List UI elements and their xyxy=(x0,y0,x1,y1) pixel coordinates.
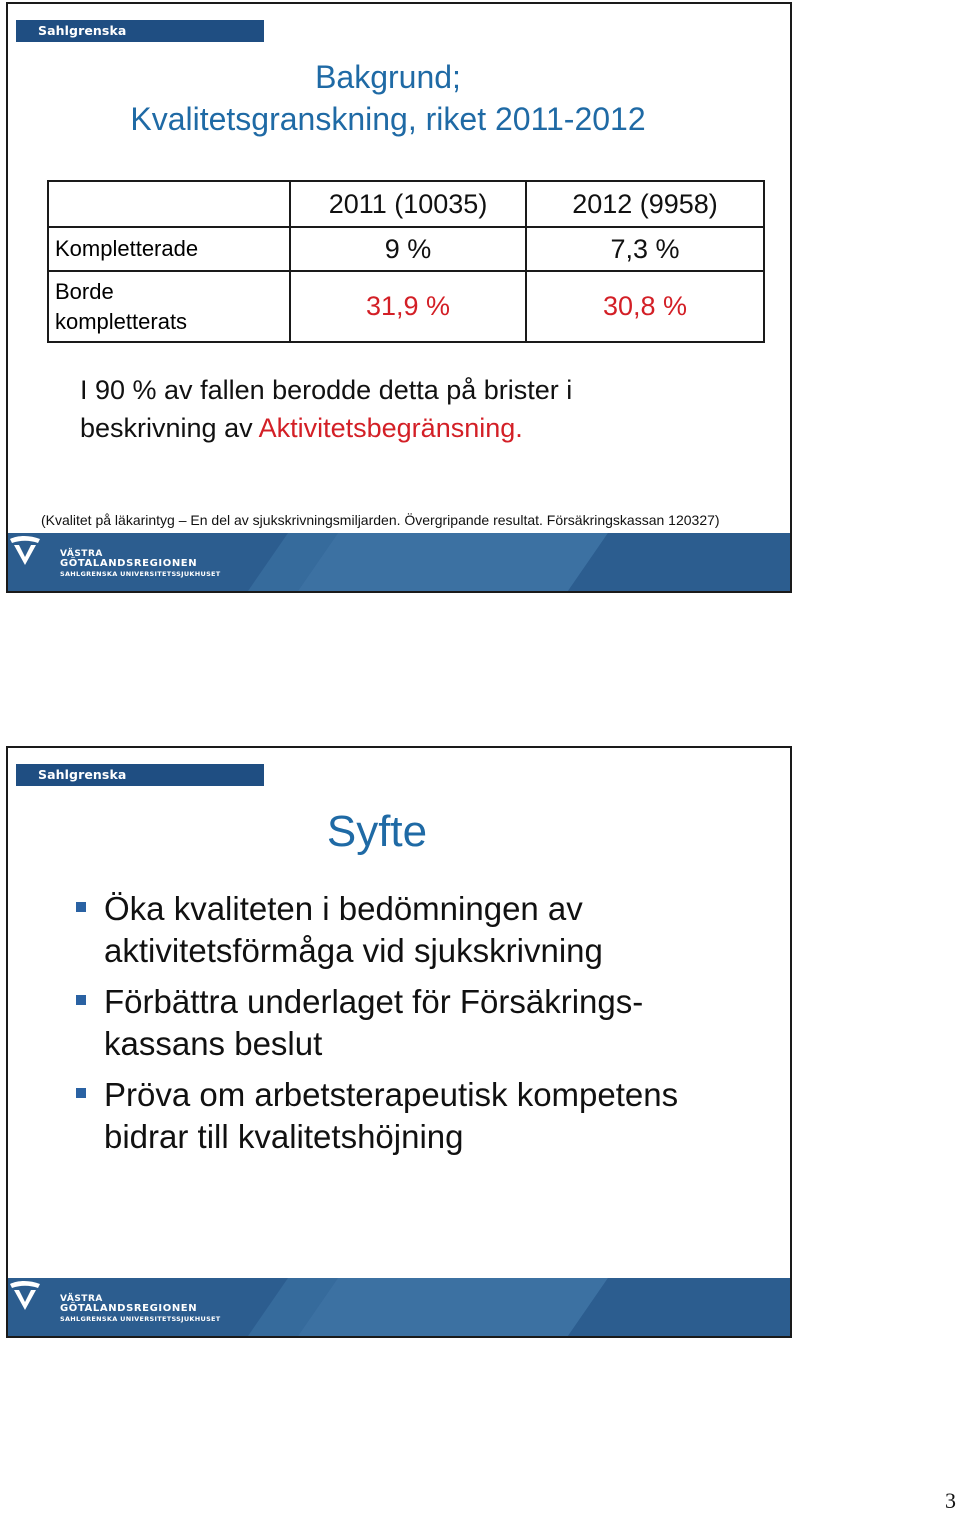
bullet-square-icon xyxy=(76,995,86,1005)
table-header-row xyxy=(48,181,764,227)
title-line-2: Kvalitetsgranskning, riket 2011-2012 xyxy=(130,101,646,137)
vgr-logo-icon xyxy=(8,1278,42,1312)
bullet-list xyxy=(72,888,772,1167)
logo-line-3: SAHLGRENSKA UNIVERSITETSSJUKHUSET xyxy=(60,1315,221,1323)
title-line-1: Bakgrund; xyxy=(315,59,461,95)
quality-table xyxy=(47,180,765,343)
body-highlight: Aktivitetsbegränsning. xyxy=(258,413,523,443)
bullet-line-1: Pröva om arbetsterapeutisk kompetens xyxy=(104,1076,679,1113)
bullet-line-2: bidrar till kvalitetshöjning xyxy=(104,1118,464,1155)
cell-2011-kompletterade: 9 % xyxy=(290,227,526,271)
table-header-2012: 2012 (9958) xyxy=(526,181,764,227)
slide-title xyxy=(8,56,768,140)
bullet-square-icon xyxy=(76,1088,86,1098)
bullet-line-1: Förbättra underlaget för Försäkrings- xyxy=(104,983,644,1020)
bullet-line-2: aktivitetsförmåga vid sjukskrivning xyxy=(104,932,603,969)
table-header-2011: 2011 (10035) xyxy=(290,181,526,227)
logo-line-1: VÄSTRA xyxy=(60,549,103,559)
footer-band xyxy=(8,533,790,591)
list-item xyxy=(72,1074,772,1158)
footer-logo-text xyxy=(60,549,221,579)
row-label-borde-kompletterats xyxy=(48,271,290,342)
cell-2011-borde: 31,9 % xyxy=(290,271,526,342)
footer-logo-text xyxy=(60,1294,221,1324)
body-text xyxy=(80,371,730,447)
header-brand-bar: Sahlgrenska Universitetssjukhuset xyxy=(16,764,264,786)
reference-text: (Kvalitet på läkarintyg – En del av sjukskrivningsmiljarden. Övergripande resultat. Försäkringskassan 120327) xyxy=(41,512,720,528)
row-label-line-1: Borde xyxy=(55,278,114,304)
body-line-1: I 90 % av fallen berodde detta på brister i xyxy=(80,375,573,405)
row-label-line-2: kompletterats xyxy=(55,308,188,334)
logo-line-2: GÖTALANDSREGIONEN xyxy=(60,558,198,569)
table-row xyxy=(48,271,764,342)
slide-background xyxy=(6,2,792,593)
list-item xyxy=(72,981,772,1065)
body-line-2 xyxy=(80,409,730,447)
header-brand-bar: Sahlgrenska Universitetssjukhuset xyxy=(16,20,264,42)
table-row xyxy=(48,227,764,271)
bullet-line-2: kassans beslut xyxy=(104,1025,323,1062)
logo-line-1: VÄSTRA xyxy=(60,1294,103,1304)
logo-line-2: GÖTALANDSREGIONEN xyxy=(60,1303,198,1314)
logo-line-3: SAHLGRENSKA UNIVERSITETSSJUKHUSET xyxy=(60,570,221,578)
vgr-logo-icon xyxy=(8,533,42,567)
footer-band xyxy=(8,1278,790,1336)
bullet-square-icon xyxy=(76,902,86,912)
slide-background xyxy=(6,746,792,1338)
row-label-kompletterade: Kompletterade xyxy=(48,227,290,271)
cell-2012-borde: 30,8 % xyxy=(526,271,764,342)
bullet-line-1: Öka kvaliteten i bedömningen av xyxy=(104,890,583,927)
page-number: 3 xyxy=(945,1488,956,1513)
table-header-cell-empty xyxy=(48,181,290,227)
list-item xyxy=(72,888,772,972)
slide-title: Syfte xyxy=(326,807,428,856)
cell-2012-kompletterade: 7,3 % xyxy=(526,227,764,271)
body-line-2-prefix: beskrivning av xyxy=(80,413,259,443)
